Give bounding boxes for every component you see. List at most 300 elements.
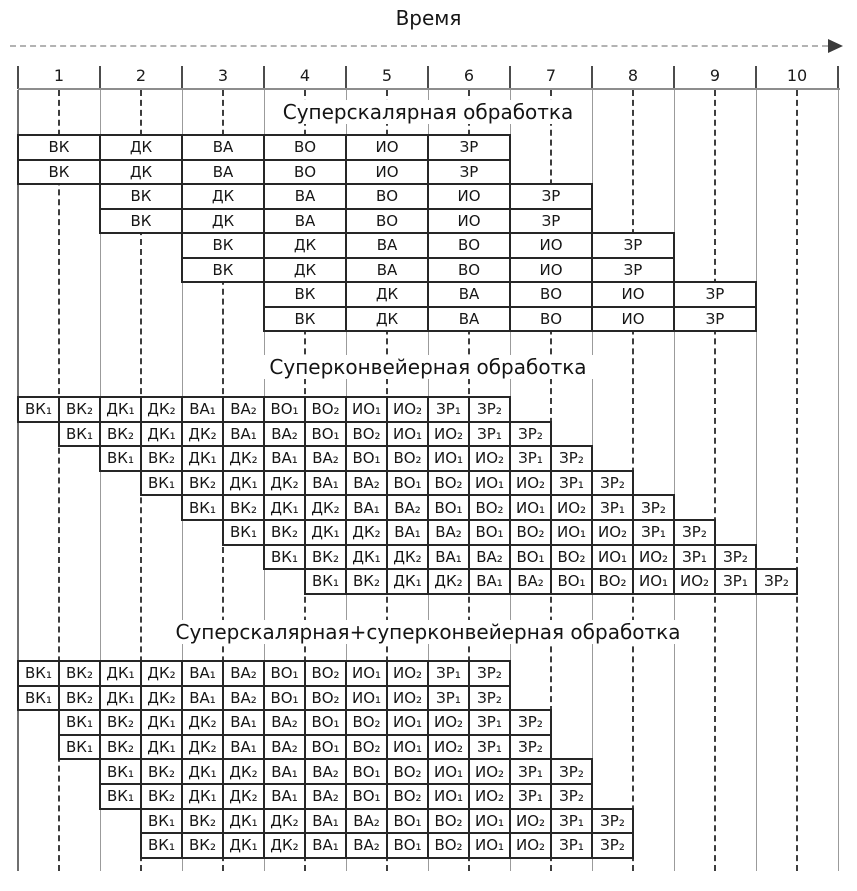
pipeline-row: [140, 470, 634, 497]
pipeline-cell: ДК: [181, 183, 265, 210]
pipeline-cell: ИО₁: [386, 734, 429, 761]
pipeline-cell: ИО: [509, 232, 593, 259]
pipeline-cell: ВК₁: [17, 396, 60, 423]
pipeline-cell: ЗР: [427, 159, 511, 186]
pipeline-row: [263, 544, 757, 571]
pipeline-cell: ИО₂: [386, 685, 429, 712]
pipeline-cell: ВО₁: [386, 470, 429, 497]
pipeline-cell: ВК₁: [99, 758, 142, 785]
pipeline-cell: ДК: [181, 208, 265, 235]
pipeline-cell: ВА₁: [304, 832, 347, 859]
pipeline-cell: ВА₁: [386, 519, 429, 546]
pipeline-cell: ВО: [427, 257, 511, 284]
pipeline-cell: ИО₁: [427, 445, 470, 472]
pipeline-cell: ВО₂: [304, 396, 347, 423]
pipeline-cell: ИО₂: [427, 421, 470, 448]
pipeline-cell: ЗР₁: [509, 445, 552, 472]
pipeline-cell: ДК₁: [181, 758, 224, 785]
pipeline-row: [181, 232, 675, 259]
grid-line-solid: [17, 90, 19, 871]
pipeline-cell: ВК₂: [181, 832, 224, 859]
pipeline-cell: ЗР₂: [509, 734, 552, 761]
pipeline-cell: ДК: [263, 232, 347, 259]
pipeline-cell: ВО₁: [304, 421, 347, 448]
pipeline-cell: ВК₁: [58, 421, 101, 448]
pipeline-cell: ИО₂: [509, 808, 552, 835]
pipeline-cell: ВК₁: [99, 445, 142, 472]
time-tick: [17, 66, 19, 89]
pipeline-cell: ИО₁: [509, 494, 552, 521]
pipeline-cell: ВА₂: [427, 519, 470, 546]
pipeline-cell: ДК₁: [140, 421, 183, 448]
time-tick: [427, 66, 429, 89]
pipeline-cell: ВК: [99, 208, 183, 235]
grid-line-solid: [756, 90, 757, 871]
pipeline-cell: ВО₂: [550, 544, 593, 571]
time-tick-label: 8: [627, 66, 639, 85]
pipeline-cell: ВО₁: [263, 660, 306, 687]
pipeline-cell: ДК₂: [181, 421, 224, 448]
time-tick-label: 4: [299, 66, 311, 85]
pipeline-cell: ЗР₁: [632, 519, 675, 546]
pipeline-cell: ИО₂: [591, 519, 634, 546]
pipeline-cell: ВО₂: [345, 421, 388, 448]
pipeline-cell: ЗР₁: [509, 783, 552, 810]
pipeline-cell: ВА₁: [304, 470, 347, 497]
pipeline-cell: ВО₂: [591, 568, 634, 595]
pipeline-cell: ДК₂: [263, 470, 306, 497]
pipeline-cell: ИО: [591, 306, 675, 333]
pipeline-cell: ДК₂: [222, 783, 265, 810]
pipeline-cell: ДК: [99, 134, 183, 161]
pipeline-cell: ВО₁: [550, 568, 593, 595]
pipeline-cell: ВК₂: [140, 783, 183, 810]
pipeline-cell: ЗР₁: [468, 421, 511, 448]
pipeline-cell: ВА₂: [345, 808, 388, 835]
pipeline-cell: ЗР₁: [468, 734, 511, 761]
pipeline-cell: ИО₂: [468, 445, 511, 472]
pipeline-cell: ДК₂: [345, 519, 388, 546]
pipeline-cell: ВО: [509, 281, 593, 308]
pipeline-cell: ИО₁: [550, 519, 593, 546]
pipeline-cell: ЗР₁: [427, 685, 470, 712]
pipeline-cell: ДК₂: [140, 660, 183, 687]
pipeline-cell: ДК₁: [386, 568, 429, 595]
pipeline-row: [17, 685, 511, 712]
time-tick: [755, 66, 757, 89]
section-title-superscalar-superpipelined: [18, 620, 838, 644]
pipeline-cell: ВК₁: [222, 519, 265, 546]
pipeline-cell: ВО₁: [304, 734, 347, 761]
pipeline-cell: ВО: [345, 208, 429, 235]
pipeline-cell: ЗР₂: [550, 783, 593, 810]
time-tick-label: 9: [709, 66, 721, 85]
pipeline-cell: ВА₂: [468, 544, 511, 571]
pipeline-cell: ДК: [345, 281, 429, 308]
pipeline-cell: ВК₂: [345, 568, 388, 595]
pipeline-cell: ВО: [263, 159, 347, 186]
pipeline-cell: ЗР₁: [714, 568, 757, 595]
pipeline-cell: ЗР₁: [427, 396, 470, 423]
pipeline-cell: ЗР₁: [550, 470, 593, 497]
pipeline-cell: ВА: [427, 281, 511, 308]
pipeline-cell: ДК₂: [427, 568, 470, 595]
pipeline-cell: ИО₂: [468, 783, 511, 810]
pipeline-cell: ВК₂: [181, 470, 224, 497]
pipeline-cell: ЗР₁: [550, 832, 593, 859]
time-axis-label: Время: [395, 6, 462, 30]
pipeline-row: [99, 208, 593, 235]
section-title-text: Суперскалярная обработка: [273, 100, 584, 124]
pipeline-cell: ВА: [181, 159, 265, 186]
section-title-superpipelined: [18, 355, 838, 379]
pipeline-cell: ВО₂: [427, 808, 470, 835]
pipeline-cell: ВО₂: [427, 470, 470, 497]
pipeline-cell: ВК: [17, 159, 101, 186]
pipeline-cell: ВА₂: [386, 494, 429, 521]
pipeline-cell: ВО₂: [427, 832, 470, 859]
pipeline-cell: ИО₁: [427, 758, 470, 785]
pipeline-cell: ВА₂: [222, 396, 265, 423]
pipeline-cell: ВА₁: [181, 396, 224, 423]
time-tick: [509, 66, 511, 89]
pipeline-cell: ДК₁: [222, 832, 265, 859]
pipeline-cell: ВК₂: [304, 544, 347, 571]
pipeline-cell: ЗР₁: [550, 808, 593, 835]
pipeline-cell: ЗР₂: [591, 832, 634, 859]
pipeline-cell: ВО₁: [468, 519, 511, 546]
pipeline-cell: ВА₁: [222, 734, 265, 761]
pipeline-cell: ВА₂: [304, 783, 347, 810]
pipeline-cell: ВК₁: [17, 685, 60, 712]
pipeline-cell: ВА₂: [263, 734, 306, 761]
pipeline-cell: ВК₂: [58, 660, 101, 687]
pipeline-cell: ИО₁: [427, 783, 470, 810]
pipeline-cell: ЗР₁: [673, 544, 716, 571]
pipeline-cell: ВК₁: [304, 568, 347, 595]
pipeline-cell: ВК₂: [99, 709, 142, 736]
pipeline-cell: ДК₂: [222, 758, 265, 785]
pipeline-cell: ИО₁: [386, 709, 429, 736]
pipeline-cell: ЗР₂: [591, 470, 634, 497]
pipeline-row: [99, 183, 593, 210]
pipeline-cell: ВО₁: [509, 544, 552, 571]
pipeline-cell: ВО₁: [386, 808, 429, 835]
pipeline-cell: ЗР₂: [468, 396, 511, 423]
pipeline-cell: ВК₁: [58, 734, 101, 761]
time-tick: [345, 66, 347, 89]
pipeline-cell: ВК₂: [263, 519, 306, 546]
pipeline-cell: ВА₂: [345, 470, 388, 497]
time-tick: [263, 66, 265, 89]
pipeline-row: [17, 159, 511, 186]
pipeline-row: [17, 396, 511, 423]
time-tick: [673, 66, 675, 89]
pipeline-cell: ВО₂: [468, 494, 511, 521]
pipeline-cell: ВК₁: [140, 808, 183, 835]
pipeline-cell: ВК₁: [140, 470, 183, 497]
pipeline-cell: ИО: [509, 257, 593, 284]
time-axis-line: [10, 45, 828, 47]
pipeline-cell: ВО₁: [263, 396, 306, 423]
pipeline-cell: ИО₂: [509, 832, 552, 859]
pipeline-cell: ВК₁: [99, 783, 142, 810]
pipeline-cell: ВК₂: [58, 396, 101, 423]
pipeline-cell: ИО₂: [427, 709, 470, 736]
pipeline-cell: ДК₁: [181, 445, 224, 472]
time-tick: [181, 66, 183, 89]
pipeline-cell: ЗР₂: [468, 660, 511, 687]
pipeline-cell: ВО₂: [304, 660, 347, 687]
pipeline-row: [140, 808, 634, 835]
pipeline-cell: ВО₂: [386, 783, 429, 810]
time-tick: [99, 66, 101, 89]
pipeline-cell: ИО₁: [591, 544, 634, 571]
pipeline-cell: ИО₁: [468, 832, 511, 859]
pipeline-cell: ВО₂: [386, 758, 429, 785]
pipeline-cell: ВА₁: [181, 685, 224, 712]
pipeline-cell: ЗР₂: [673, 519, 716, 546]
pipeline-cell: ИО₁: [345, 685, 388, 712]
pipeline-cell: ВО₂: [345, 734, 388, 761]
pipeline-row: [263, 281, 757, 308]
pipeline-cell: ВА: [427, 306, 511, 333]
time-axis-arrowhead-icon: [828, 39, 843, 53]
time-tick-label: 3: [217, 66, 229, 85]
pipeline-cell: ЗР₂: [591, 808, 634, 835]
pipeline-cell: ДК₂: [304, 494, 347, 521]
pipeline-cell: ВА: [263, 208, 347, 235]
pipeline-cell: ЗР₁: [427, 660, 470, 687]
pipeline-cell: ВК: [181, 232, 265, 259]
pipeline-cell: ЗР₂: [550, 445, 593, 472]
pipeline-cell: ДК₁: [99, 685, 142, 712]
pipeline-cell: ВК₂: [222, 494, 265, 521]
pipeline-cell: ЗР₂: [468, 685, 511, 712]
pipeline-cell: ВК₂: [99, 421, 142, 448]
pipeline-cell: ДК₁: [140, 734, 183, 761]
pipeline-cell: ВК₂: [181, 808, 224, 835]
pipeline-cell: ВО: [263, 134, 347, 161]
pipeline-cell: ЗР: [591, 232, 675, 259]
pipeline-cell: ДК₂: [140, 396, 183, 423]
time-tick-label: 6: [463, 66, 475, 85]
pipeline-cell: ИО₁: [386, 421, 429, 448]
pipeline-cell: ВО₂: [509, 519, 552, 546]
pipeline-cell: ИО: [591, 281, 675, 308]
pipeline-row: [140, 832, 634, 859]
pipeline-cell: ВА₁: [263, 783, 306, 810]
pipeline-cell: ВА₂: [222, 660, 265, 687]
pipeline-cell: ЗР₂: [632, 494, 675, 521]
pipeline-cell: ДК₂: [140, 685, 183, 712]
pipeline-cell: ДК₂: [181, 734, 224, 761]
time-tick-label: 1: [53, 66, 65, 85]
pipeline-row: [304, 568, 798, 595]
pipeline-cell: ИО₂: [673, 568, 716, 595]
pipeline-cell: ВК: [17, 134, 101, 161]
pipeline-cell: ДК₁: [263, 494, 306, 521]
pipeline-cell: ВК₁: [181, 494, 224, 521]
pipeline-cell: ЗР: [509, 183, 593, 210]
pipeline-cell: ВК₁: [58, 709, 101, 736]
pipeline-cell: ВА₁: [345, 494, 388, 521]
pipeline-cell: ИО₂: [509, 470, 552, 497]
pipeline-cell: ВА₂: [222, 685, 265, 712]
pipeline-cell: ИО: [345, 159, 429, 186]
pipeline-cell: ВА₁: [181, 660, 224, 687]
pipeline-cell: ВА: [345, 232, 429, 259]
pipeline-cell: ВО₁: [345, 758, 388, 785]
pipeline-cell: ИО₂: [468, 758, 511, 785]
pipeline-cell: ИО₁: [468, 808, 511, 835]
pipeline-cell: ИО: [345, 134, 429, 161]
pipeline-row: [263, 306, 757, 333]
pipeline-cell: ВА: [263, 183, 347, 210]
pipeline-cell: ЗР₂: [509, 421, 552, 448]
pipeline-cell: ИО₁: [632, 568, 675, 595]
pipeline-cell: ЗР₂: [550, 758, 593, 785]
section-title-text: Суперконвейерная обработка: [259, 355, 596, 379]
pipeline-cell: ВА₁: [222, 421, 265, 448]
pipeline-cell: ДК₁: [222, 470, 265, 497]
pipeline-cell: ИО₁: [468, 470, 511, 497]
pipeline-cell: ДК: [263, 257, 347, 284]
pipeline-cell: ЗР₂: [714, 544, 757, 571]
pipeline-cell: ДК: [99, 159, 183, 186]
pipeline-cell: ДК₂: [181, 709, 224, 736]
pipeline-cell: ВО₂: [304, 685, 347, 712]
pipeline-cell: ВА₁: [263, 445, 306, 472]
pipeline-cell: ВК₂: [140, 758, 183, 785]
pipeline-cell: ДК₂: [222, 445, 265, 472]
pipeline-cell: ВО₂: [386, 445, 429, 472]
pipeline-cell: ВО: [509, 306, 593, 333]
pipeline-cell: ДК₂: [263, 808, 306, 835]
time-tick-label: 7: [545, 66, 557, 85]
pipeline-cell: ИО: [427, 208, 511, 235]
pipeline-cell: ДК₁: [345, 544, 388, 571]
pipeline-cell: ДК₁: [99, 396, 142, 423]
pipeline-cell: ВА₁: [263, 758, 306, 785]
grid-line-solid: [838, 90, 839, 871]
section-title-text: Суперскалярная+суперконвейерная обработка: [165, 620, 690, 644]
pipeline-row: [17, 134, 511, 161]
pipeline-cell: ДК₂: [263, 832, 306, 859]
pipeline-cell: ЗР: [427, 134, 511, 161]
pipeline-row: [99, 758, 593, 785]
grid-line-dashed: [796, 90, 798, 871]
pipeline-cell: ЗР₂: [755, 568, 798, 595]
pipeline-cell: ВК: [99, 183, 183, 210]
grid-line-solid: [674, 90, 675, 871]
pipeline-cell: ДК₁: [222, 808, 265, 835]
pipeline-cell: ВК: [181, 257, 265, 284]
pipeline-cell: ВО₂: [345, 709, 388, 736]
pipeline-cell: ИО: [427, 183, 511, 210]
pipeline-row: [181, 257, 675, 284]
pipeline-row: [58, 421, 552, 448]
pipeline-cell: ЗР₁: [509, 758, 552, 785]
pipeline-cell: ВК: [263, 306, 347, 333]
pipeline-cell: ВА₂: [263, 421, 306, 448]
pipeline-cell: ВА₁: [468, 568, 511, 595]
pipeline-cell: ДК₁: [99, 660, 142, 687]
pipeline-cell: ВА₂: [263, 709, 306, 736]
pipeline-cell: ВК₂: [58, 685, 101, 712]
pipeline-cell: ИО₂: [386, 396, 429, 423]
pipeline-cell: ИО₂: [550, 494, 593, 521]
pipeline-row: [58, 709, 552, 736]
pipeline-cell: ЗР: [673, 306, 757, 333]
pipeline-cell: ВО₁: [263, 685, 306, 712]
pipeline-row: [17, 660, 511, 687]
pipeline-cell: ДК₁: [304, 519, 347, 546]
pipeline-row: [181, 494, 675, 521]
time-tick-label: 10: [786, 66, 808, 85]
pipeline-cell: ИО₂: [632, 544, 675, 571]
pipeline-cell: ДК: [345, 306, 429, 333]
pipeline-cell: ВА: [345, 257, 429, 284]
pipeline-cell: ЗР: [591, 257, 675, 284]
pipeline-cell: ВК: [263, 281, 347, 308]
time-tick: [591, 66, 593, 89]
pipeline-cell: ВК₁: [263, 544, 306, 571]
grid-line-dashed: [714, 90, 716, 871]
pipeline-cell: ВА₁: [427, 544, 470, 571]
pipeline-cell: ВО₁: [345, 445, 388, 472]
pipeline-cell: ИО₂: [386, 660, 429, 687]
section-title-superscalar: [18, 100, 838, 124]
pipeline-cell: ВА₁: [222, 709, 265, 736]
pipeline-cell: ЗР₂: [509, 709, 552, 736]
pipeline-cell: ЗР₁: [468, 709, 511, 736]
pipeline-cell: ЗР: [509, 208, 593, 235]
pipeline-cell: ВА₁: [304, 808, 347, 835]
pipeline-row: [99, 445, 593, 472]
pipeline-cell: ДК₁: [181, 783, 224, 810]
pipeline-cell: ВО₁: [386, 832, 429, 859]
pipeline-cell: ВА₂: [304, 445, 347, 472]
pipeline-row: [99, 783, 593, 810]
pipeline-cell: ВК₂: [140, 445, 183, 472]
pipeline-cell: ВО₁: [345, 783, 388, 810]
pipeline-row: [58, 734, 552, 761]
pipeline-cell: ИО₂: [427, 734, 470, 761]
time-tick-label: 5: [381, 66, 393, 85]
pipeline-cell: ДК₂: [386, 544, 429, 571]
time-tick: [837, 66, 839, 89]
pipeline-cell: ИО₁: [345, 396, 388, 423]
pipeline-row: [222, 519, 716, 546]
pipeline-cell: ВО: [345, 183, 429, 210]
pipeline-cell: ВО₁: [427, 494, 470, 521]
pipeline-cell: ВА: [181, 134, 265, 161]
pipeline-cell: ВО: [427, 232, 511, 259]
time-tick-label: 2: [135, 66, 147, 85]
pipeline-cell: ВА₂: [345, 832, 388, 859]
pipeline-cell: ВО₁: [304, 709, 347, 736]
pipeline-cell: ВК₂: [99, 734, 142, 761]
pipeline-cell: ЗР₁: [591, 494, 634, 521]
pipeline-cell: ЗР: [673, 281, 757, 308]
pipeline-cell: ДК₁: [140, 709, 183, 736]
pipeline-cell: ВК₁: [17, 660, 60, 687]
pipeline-cell: ВА₂: [304, 758, 347, 785]
pipeline-cell: ВА₂: [509, 568, 552, 595]
pipeline-cell: ВК₁: [140, 832, 183, 859]
pipeline-cell: ИО₁: [345, 660, 388, 687]
